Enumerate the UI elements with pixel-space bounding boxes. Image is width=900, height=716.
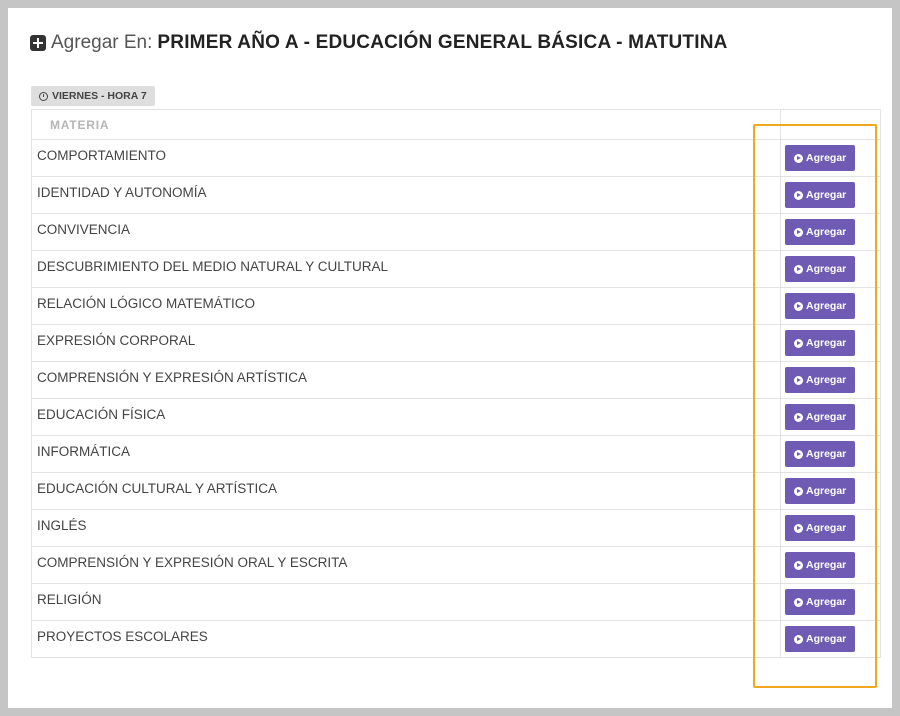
action-cell bbox=[781, 214, 881, 251]
subject-name: EXPRESIÓN CORPORAL bbox=[32, 325, 781, 362]
subject-name: COMPRENSIÓN Y EXPRESIÓN ORAL Y ESCRITA bbox=[32, 547, 781, 584]
page-title bbox=[30, 30, 728, 56]
action-cell bbox=[781, 399, 881, 436]
action-cell bbox=[781, 473, 881, 510]
table-header-row bbox=[32, 110, 880, 140]
arrow-circle-right-icon bbox=[794, 154, 803, 163]
plus-square-icon bbox=[30, 35, 46, 51]
action-cell bbox=[781, 288, 881, 325]
action-cell bbox=[781, 177, 881, 214]
add-subject-button[interactable] bbox=[785, 404, 855, 430]
action-cell bbox=[781, 140, 881, 177]
subject-name: INGLÉS bbox=[32, 510, 781, 547]
add-subject-button[interactable] bbox=[785, 589, 855, 615]
add-subject-button-label: Agregar bbox=[806, 337, 847, 349]
add-subject-button-label: Agregar bbox=[806, 633, 847, 645]
add-subject-button[interactable] bbox=[785, 478, 855, 504]
column-header-materia: MATERIA bbox=[32, 110, 781, 140]
subject-name: EDUCACIÓN FÍSICA bbox=[32, 399, 781, 436]
subject-name: PROYECTOS ESCOLARES bbox=[32, 621, 781, 658]
title-prefix: Agregar En: bbox=[51, 32, 153, 53]
subject-name: EDUCACIÓN CULTURAL Y ARTÍSTICA bbox=[32, 473, 781, 510]
table-row bbox=[32, 399, 880, 436]
arrow-circle-right-icon bbox=[794, 524, 803, 533]
action-cell bbox=[781, 436, 881, 473]
table-row bbox=[32, 584, 880, 621]
add-subject-button[interactable] bbox=[785, 182, 855, 208]
subject-name: RELIGIÓN bbox=[32, 584, 781, 621]
arrow-circle-right-icon bbox=[794, 635, 803, 644]
arrow-circle-right-icon bbox=[794, 487, 803, 496]
add-subject-button[interactable] bbox=[785, 626, 855, 652]
add-subject-button[interactable] bbox=[785, 145, 855, 171]
table-row bbox=[32, 288, 880, 325]
table-row bbox=[32, 473, 880, 510]
arrow-circle-right-icon bbox=[794, 413, 803, 422]
subject-name: COMPRENSIÓN Y EXPRESIÓN ARTÍSTICA bbox=[32, 362, 781, 399]
table-row bbox=[32, 436, 880, 473]
arrow-circle-right-icon bbox=[794, 450, 803, 459]
table-row bbox=[32, 214, 880, 251]
subjects-table bbox=[31, 109, 881, 658]
add-subject-button[interactable] bbox=[785, 515, 855, 541]
arrow-circle-right-icon bbox=[794, 228, 803, 237]
add-subject-button[interactable] bbox=[785, 219, 855, 245]
add-subject-button-label: Agregar bbox=[806, 448, 847, 460]
add-subject-button-label: Agregar bbox=[806, 300, 847, 312]
add-subject-button[interactable] bbox=[785, 293, 855, 319]
course-name: PRIMER AÑO A - EDUCACIÓN GENERAL BÁSICA - MATUTINA bbox=[157, 32, 728, 53]
add-subject-button[interactable] bbox=[785, 552, 855, 578]
action-cell bbox=[781, 547, 881, 584]
action-cell bbox=[781, 584, 881, 621]
arrow-circle-right-icon bbox=[794, 376, 803, 385]
schedule-badge-label: VIERNES - HORA 7 bbox=[52, 90, 147, 102]
add-subject-button-label: Agregar bbox=[806, 374, 847, 386]
add-subject-button[interactable] bbox=[785, 330, 855, 356]
arrow-circle-right-icon bbox=[794, 598, 803, 607]
action-cell bbox=[781, 362, 881, 399]
schedule-badge bbox=[31, 86, 155, 106]
table-row bbox=[32, 547, 880, 584]
arrow-circle-right-icon bbox=[794, 265, 803, 274]
arrow-circle-right-icon bbox=[794, 302, 803, 311]
add-subject-button-label: Agregar bbox=[806, 189, 847, 201]
arrow-circle-right-icon bbox=[794, 561, 803, 570]
table-row bbox=[32, 325, 880, 362]
add-subject-button-label: Agregar bbox=[806, 152, 847, 164]
arrow-circle-right-icon bbox=[794, 191, 803, 200]
action-cell bbox=[781, 251, 881, 288]
table-row bbox=[32, 510, 880, 547]
add-subject-button-label: Agregar bbox=[806, 226, 847, 238]
column-header-action bbox=[781, 110, 881, 140]
main-panel bbox=[8, 8, 892, 708]
add-subject-button-label: Agregar bbox=[806, 411, 847, 423]
add-subject-button[interactable] bbox=[785, 441, 855, 467]
action-cell bbox=[781, 621, 881, 658]
add-subject-button-label: Agregar bbox=[806, 596, 847, 608]
table-row bbox=[32, 140, 880, 177]
add-subject-button-label: Agregar bbox=[806, 522, 847, 534]
table-row bbox=[32, 621, 880, 658]
table-row bbox=[32, 177, 880, 214]
subject-name: COMPORTAMIENTO bbox=[32, 140, 781, 177]
subject-name: CONVIVENCIA bbox=[32, 214, 781, 251]
add-subject-button-label: Agregar bbox=[806, 263, 847, 275]
add-subject-button-label: Agregar bbox=[806, 485, 847, 497]
subject-name: INFORMÁTICA bbox=[32, 436, 781, 473]
add-subject-button[interactable] bbox=[785, 256, 855, 282]
add-subject-button-label: Agregar bbox=[806, 559, 847, 571]
action-cell bbox=[781, 325, 881, 362]
table-body bbox=[32, 140, 880, 658]
clock-icon bbox=[39, 92, 48, 101]
arrow-circle-right-icon bbox=[794, 339, 803, 348]
subject-name: IDENTIDAD Y AUTONOMÍA bbox=[32, 177, 781, 214]
add-subject-button[interactable] bbox=[785, 367, 855, 393]
table-row bbox=[32, 251, 880, 288]
action-cell bbox=[781, 510, 881, 547]
table-row bbox=[32, 362, 880, 399]
subject-name: RELACIÓN LÓGICO MATEMÁTICO bbox=[32, 288, 781, 325]
subject-name: DESCUBRIMIENTO DEL MEDIO NATURAL Y CULTURAL bbox=[32, 251, 781, 288]
